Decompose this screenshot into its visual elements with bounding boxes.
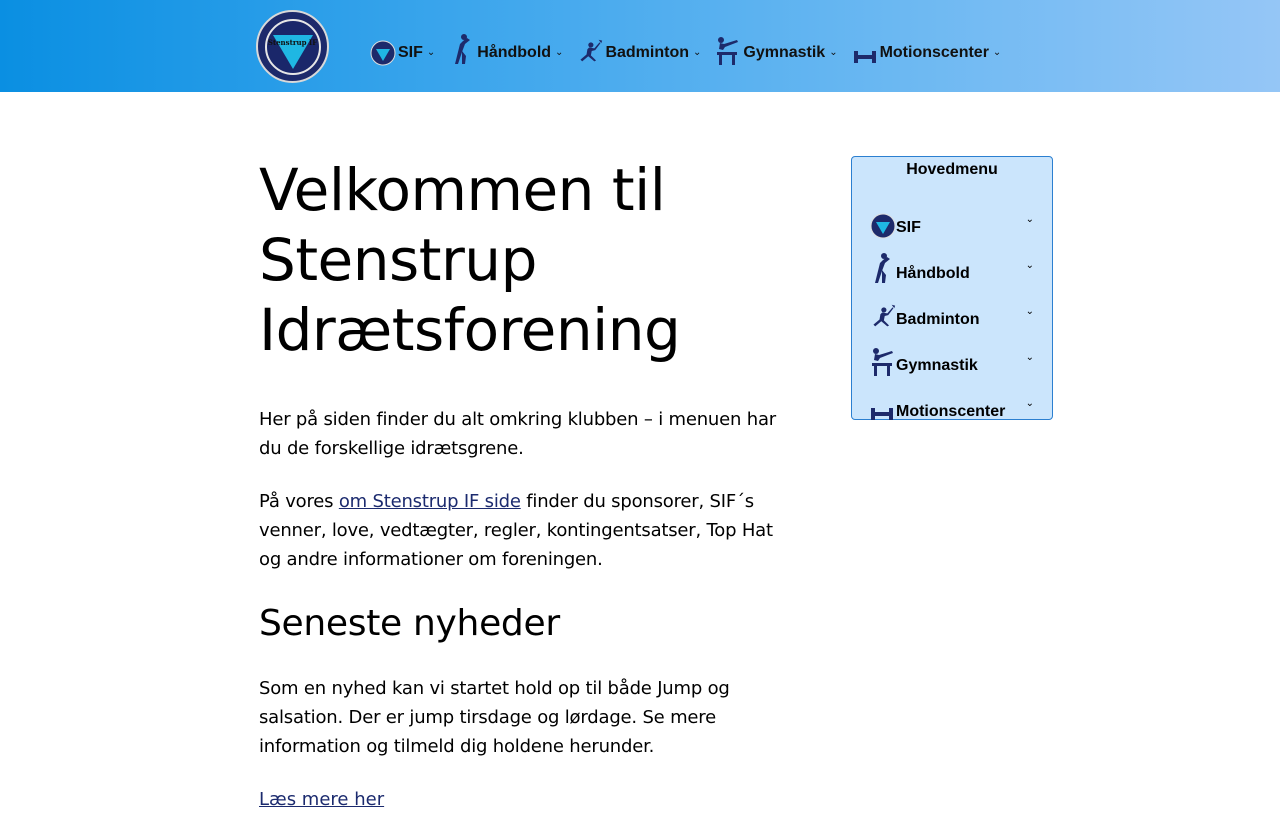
sidebar-item-label: Motionscenter (896, 403, 1006, 420)
sidebar-item-label: Håndbold (896, 265, 970, 282)
read-more-link[interactable]: Læs mere her (259, 789, 385, 810)
chevron-down-icon[interactable]: ⌄ (1025, 260, 1034, 271)
badminton-player-icon (577, 38, 603, 66)
sidebar-main-menu (851, 156, 1053, 420)
sidebar-item-sif[interactable] (852, 193, 1052, 239)
chevron-down-icon: ⌄ (426, 47, 436, 58)
gymnast-icon (715, 38, 741, 66)
chevron-down-icon: ⌄ (829, 47, 838, 58)
sidebar-item-label: Gymnastik (896, 357, 978, 374)
nav-item-gymnastik[interactable] (715, 38, 837, 66)
sidebar-item-gymnastik[interactable] (852, 331, 1052, 377)
sidebar-list (852, 193, 1052, 423)
chevron-down-icon[interactable]: ⌄ (1025, 214, 1034, 225)
news-heading: Seneste nyheder (259, 603, 560, 644)
sif-logo-icon (870, 209, 896, 239)
main-nav (370, 26, 1015, 66)
sidebar-item-badminton[interactable] (852, 285, 1052, 331)
nav-item-motionscenter[interactable] (852, 38, 1002, 66)
sidebar-item-label: Badminton (896, 311, 980, 328)
handball-player-icon (870, 255, 896, 285)
handball-player-icon (449, 38, 475, 66)
chevron-down-icon: ⌄ (992, 47, 1002, 58)
sif-logo-icon (370, 38, 396, 66)
nav-label-gymnastik: Gymnastik (743, 44, 826, 61)
about-link[interactable]: om Stenstrup IF side (338, 491, 521, 512)
chevron-down-icon: ⌄ (692, 47, 702, 58)
gymnast-icon (870, 347, 896, 377)
nav-label-badminton: Badminton (605, 44, 689, 61)
about-paragraph (259, 487, 799, 574)
logo-badge (265, 19, 321, 75)
chevron-down-icon[interactable]: ⌄ (1025, 398, 1034, 409)
news-paragraph: Som en nyhed kan vi startet hold op til både Jump og salsation. Der er jump tirsdage og lørdage. Se mere information og tilmeld dig holdene herunder. (259, 678, 730, 757)
site-header (0, 0, 1280, 92)
sidebar-item-handbold[interactable] (852, 239, 1052, 285)
nav-label-motionscenter: Motionscenter (879, 44, 989, 61)
dumbbell-icon (870, 393, 896, 423)
chevron-down-icon[interactable]: ⌄ (1025, 352, 1034, 363)
nav-item-handbold[interactable] (449, 38, 563, 66)
intro-paragraph: Her på siden finder du alt omkring klubben – i menuen har du de forskellige idrætsgrene. (259, 409, 776, 459)
nav-label-handbold: Håndbold (477, 44, 552, 61)
chevron-down-icon[interactable]: ⌄ (1025, 306, 1034, 317)
nav-item-sif[interactable] (370, 38, 435, 66)
about-suffix: finder du sponsorer, SIF´s venner, love, vedtægter, regler, kontingentsatser, Top Hat og andre informationer om foreningen. (259, 491, 773, 570)
about-prefix: På vores (259, 491, 339, 512)
page-title: Velkommen til Stenstrup Idrætsforening (259, 156, 681, 364)
logo-text: Stenstrup IF (267, 37, 318, 47)
nav-item-badminton[interactable] (577, 38, 701, 66)
site-logo[interactable] (256, 10, 329, 83)
sidebar-item-label: SIF (896, 219, 921, 236)
main-content (259, 155, 799, 814)
dumbbell-icon (852, 38, 878, 66)
sidebar-item-motionscenter[interactable] (852, 377, 1052, 423)
sidebar-title: Hovedmenu (906, 161, 998, 178)
badminton-player-icon (870, 301, 896, 331)
chevron-down-icon: ⌄ (555, 47, 564, 58)
nav-label-sif: SIF (398, 44, 423, 61)
